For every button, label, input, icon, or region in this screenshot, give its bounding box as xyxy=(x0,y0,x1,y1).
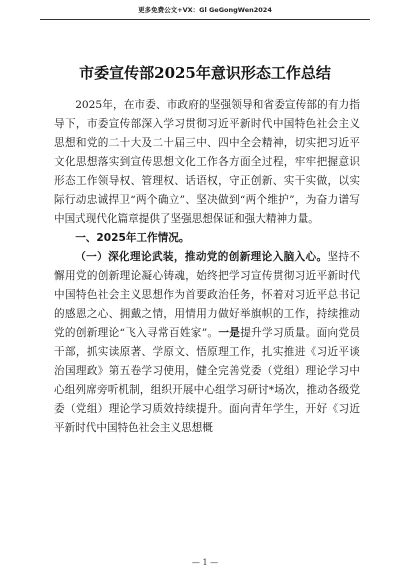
section-one-paragraph xyxy=(54,248,360,438)
paragraph-one-text-a: 坚持不懈用党的创新理论凝心铸魂，始终把学习宣传贯彻习近平新时代中国特色社会主义思想作为首要政治任务，怀着对习近平总书记的感恩之心、拥戴之情，用情用力做好举旗帜的工作，持续推动党的创新理论“飞入寻常百姓家”。 xyxy=(54,251,360,339)
header-note: 更多免费公文+VX：Gl GeGongWen2024 xyxy=(138,6,272,14)
paragraph-one-bold: 一是 xyxy=(218,327,241,339)
page-number: — 1 — xyxy=(191,558,219,567)
document-title: 市委宣传部2025年意识形态工作总结 xyxy=(79,64,331,82)
intro-paragraph: 2025年，在市委、市政府的坚强领导和省委宣传部的有力指导下，市委宣传部深入学习贯彻习近平新时代中国特色社会主义思想和党的二十大及二十届三中、四中全会精神，切实把习近平文化思想落实到宣传思想文化工作各方面全过程，牢牢把握意识形态工作领导权、管理权、话语权，守正创新、实干实做，以实际行动忠诚捍卫“两个确立”、坚决做到“两个维护”，为奋力谱写中国式现代化篇章提供了坚强思想保证和强大精神力量。 xyxy=(54,99,360,225)
subheading-one: （一）深化理论武装，推动党的创新理论入脑入心。 xyxy=(75,251,328,263)
paragraph-one-text-b: 提升学习质量。面向党员干部，抓实读原著、学原文、悟原理工作，扎实推进《习近平谈治国理政》第五卷学习使用，健全完善党委（党组）理论学习中心组列席旁听机制，组织开展中心组学习研讨*场次，推动各级党委（党组）理论学习质效持续提升。面向青年学生，开好《习近平新时代中国特色社会主义思想概 xyxy=(54,327,360,434)
header-rule xyxy=(40,19,370,20)
document-body xyxy=(54,96,360,438)
section-one-heading: 一、2025年工作情况。 xyxy=(75,232,190,244)
